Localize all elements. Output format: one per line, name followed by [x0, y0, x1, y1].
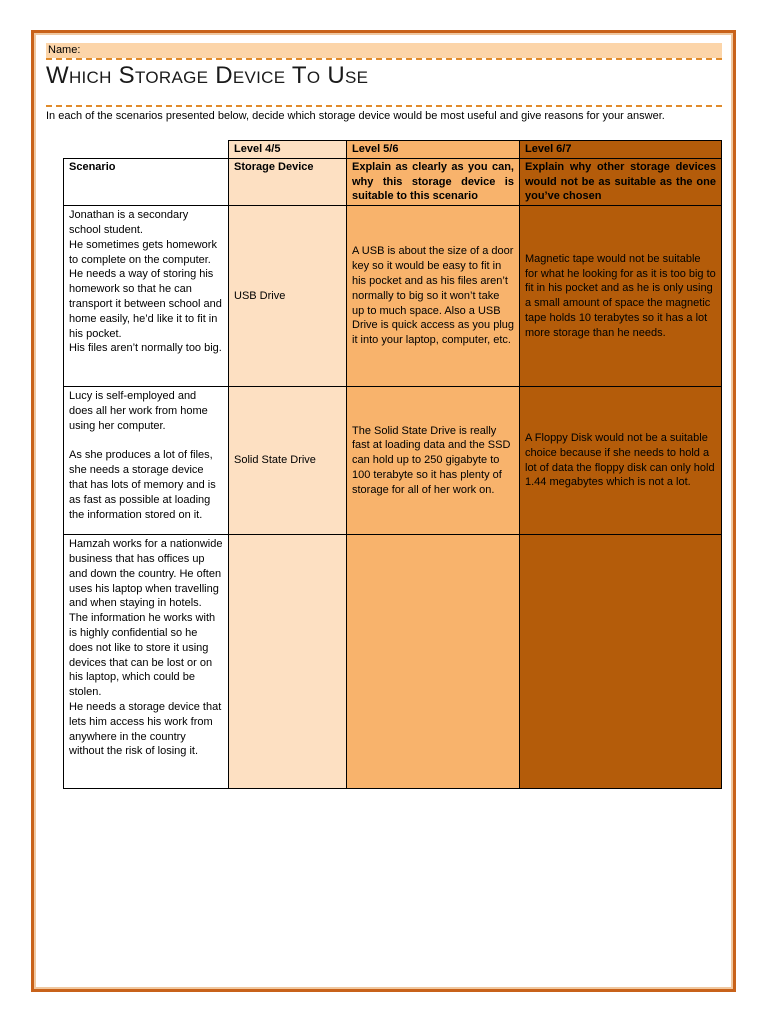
device-answer-cell[interactable]: Solid State Drive: [229, 387, 347, 535]
header-scenario: Scenario: [64, 158, 229, 205]
scenario-text: Hamzah works for a nationwide business that has offices up and down the country. He often uses his laptop when travelling and when staying in hotels.: [69, 538, 223, 610]
name-field[interactable]: [46, 43, 722, 58]
level-56-label: Level 5/6: [347, 141, 520, 159]
page-title: Which Storage Device To Use: [46, 62, 369, 89]
why-not-answer-cell[interactable]: [520, 535, 722, 789]
scenario-text: As she produces a lot of files, she needs a storage device that has lots of memory and is as fast as possible at loading the information stored on it.: [69, 449, 216, 521]
header-why-not: Explain why other storage devices would not be as suitable as the one you’ve chosen: [520, 158, 722, 205]
title-top-rule: [46, 58, 722, 60]
table-row: [64, 535, 722, 789]
header-explain: Explain as clearly as you can, why this storage device is suitable to this scenario: [347, 158, 520, 205]
scenario-cell: [64, 387, 229, 535]
name-label: Name:: [48, 44, 81, 56]
scenario-cell: [64, 535, 229, 789]
table-row: [64, 206, 722, 387]
why-not-answer-cell[interactable]: Magnetic tape would not be suitable for what he looking for as it is too big to fit in his pocket and as he is only using a small amount of space the magnetic tape holds 10 terabytes so it has a lot more storage than he needs.: [520, 206, 722, 387]
paragraph-gap: [69, 434, 223, 449]
scenario-text: The information he works with is highly confidential so he does not like to store it using devices that can be lost or on his laptop, which could be stolen.: [69, 612, 216, 699]
device-answer-cell[interactable]: USB Drive: [229, 206, 347, 387]
scenario-text: Jonathan is a secondary school student.: [69, 209, 189, 236]
explain-answer-cell[interactable]: The Solid State Drive is really fast at loading data and the SSD can hold up to 250 gigabyte to 100 terabyte so it has plenty of storage for all of her work on.: [347, 387, 520, 535]
title-bottom-rule: [46, 105, 722, 107]
device-answer-cell[interactable]: [229, 535, 347, 789]
why-not-answer-cell[interactable]: A Floppy Disk would not be a suitable choice because if she needs to hold a lot of data the floppy disk can only hold 1.44 megabytes which is not a lot.: [520, 387, 722, 535]
level-67-label: Level 6/7: [520, 141, 722, 159]
table-row: [64, 387, 722, 535]
scenario-text: He sometimes gets homework to complete on the computer. He needs a way of storing his homework so that he can transport it between school and home easily, he’d like it to fit in his pocket.: [69, 238, 222, 340]
header-row: [64, 158, 722, 205]
instructions: In each of the scenarios presented below, decide which storage device would be most useful and give reasons for your answer.: [46, 110, 665, 122]
scenario-cell: [64, 206, 229, 387]
scenario-table: [63, 140, 722, 789]
level-blank-cell: [64, 141, 229, 159]
explain-answer-cell[interactable]: A USB is about the size of a door key so it would be easy to fit in his pocket and as his files aren’t normally to big so it won’t take up to much space. Also a USB Drive is quick access as you plug it into your laptop, computer, etc.: [347, 206, 520, 387]
header-storage-device: Storage Device: [229, 158, 347, 205]
scenario-text: His files aren’t normally too big.: [69, 342, 222, 355]
explain-answer-cell[interactable]: [347, 535, 520, 789]
scenario-text: Lucy is self-employed and does all her work from home using her computer.: [69, 390, 208, 432]
level-45-label: Level 4/5: [229, 141, 347, 159]
level-row: [64, 141, 722, 159]
scenario-text: He needs a storage device that lets him access his work from anywhere in the country without the risk of losing it.: [69, 700, 222, 758]
